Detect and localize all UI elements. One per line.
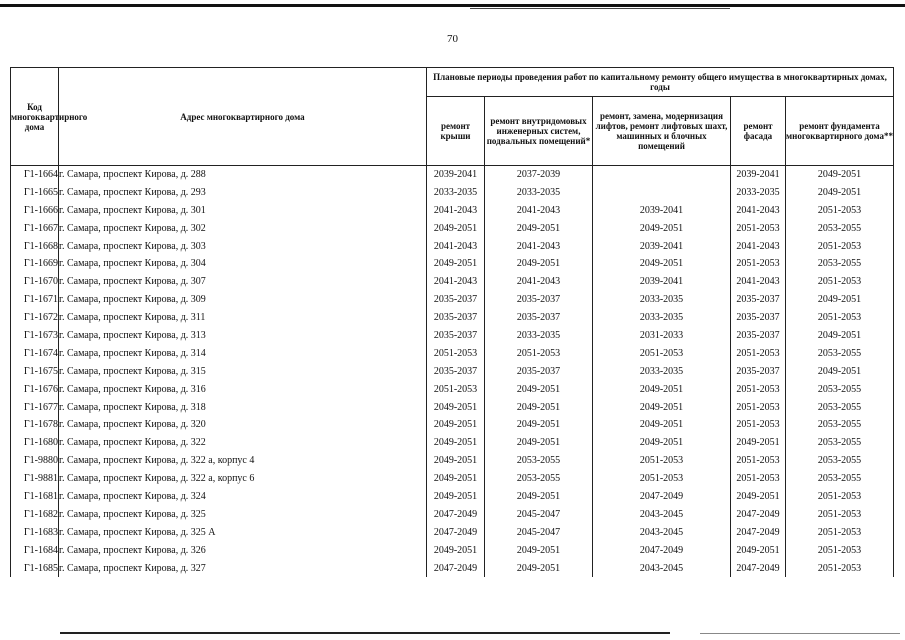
cell-facade: 2035-2037 — [731, 362, 786, 380]
cell-elevators: 2047-2049 — [593, 488, 731, 506]
cell-engineering: 2049-2051 — [485, 380, 593, 398]
cell-code: Г1-1682 — [11, 505, 59, 523]
cell-elevators: 2051-2053 — [593, 470, 731, 488]
cell-foundation: 2053-2055 — [786, 416, 894, 434]
cell-address: г. Самара, проспект Кирова, д. 314 — [59, 344, 427, 362]
cell-foundation: 2053-2055 — [786, 452, 894, 470]
cell-engineering: 2041-2043 — [485, 201, 593, 219]
cell-code: Г1-1678 — [11, 416, 59, 434]
table-row — [11, 183, 894, 201]
cell-foundation: 2051-2053 — [786, 237, 894, 255]
cell-code: Г1-1677 — [11, 398, 59, 416]
cell-roof: 2041-2043 — [427, 237, 485, 255]
cell-code: Г1-9880 — [11, 452, 59, 470]
cell-roof: 2049-2051 — [427, 488, 485, 506]
table-row — [11, 166, 894, 184]
cell-facade: 2041-2043 — [731, 201, 786, 219]
cell-foundation: 2051-2053 — [786, 559, 894, 577]
cell-foundation: 2053-2055 — [786, 434, 894, 452]
table-body — [11, 166, 894, 577]
cell-engineering: 2053-2055 — [485, 470, 593, 488]
cell-engineering: 2049-2051 — [485, 434, 593, 452]
cell-elevators: 2039-2041 — [593, 201, 731, 219]
cell-foundation: 2053-2055 — [786, 470, 894, 488]
table-row — [11, 398, 894, 416]
table-row — [11, 452, 894, 470]
cell-roof: 2049-2051 — [427, 416, 485, 434]
cell-foundation: 2051-2053 — [786, 523, 894, 541]
table-row — [11, 237, 894, 255]
cell-engineering: 2033-2035 — [485, 183, 593, 201]
cell-code: Г1-1670 — [11, 273, 59, 291]
cell-code: Г1-1665 — [11, 183, 59, 201]
cell-foundation: 2053-2055 — [786, 398, 894, 416]
cell-address: г. Самара, проспект Кирова, д. 318 — [59, 398, 427, 416]
cell-roof: 2041-2043 — [427, 201, 485, 219]
cell-facade: 2049-2051 — [731, 434, 786, 452]
cell-facade: 2035-2037 — [731, 309, 786, 327]
cell-address: г. Самара, проспект Кирова, д. 322 а, корпус 6 — [59, 470, 427, 488]
cell-facade: 2039-2041 — [731, 166, 786, 184]
table-row — [11, 201, 894, 219]
cell-engineering: 2035-2037 — [485, 291, 593, 309]
cell-foundation: 2053-2055 — [786, 255, 894, 273]
cell-facade: 2041-2043 — [731, 237, 786, 255]
cell-elevators: 2043-2045 — [593, 505, 731, 523]
table-row — [11, 434, 894, 452]
cell-roof: 2035-2037 — [427, 291, 485, 309]
cell-foundation: 2051-2053 — [786, 505, 894, 523]
cell-elevators: 2043-2045 — [593, 523, 731, 541]
cell-code: Г1-1664 — [11, 166, 59, 184]
cell-address: г. Самара, проспект Кирова, д. 313 — [59, 327, 427, 345]
cell-code: Г1-9881 — [11, 470, 59, 488]
cell-elevators: 2031-2033 — [593, 327, 731, 345]
cell-elevators: 2049-2051 — [593, 398, 731, 416]
table-row — [11, 523, 894, 541]
table-row — [11, 559, 894, 577]
repair-schedule-table — [10, 67, 894, 577]
cell-roof: 2047-2049 — [427, 523, 485, 541]
cell-roof: 2049-2051 — [427, 398, 485, 416]
cell-elevators: 2039-2041 — [593, 237, 731, 255]
cell-address: г. Самара, проспект Кирова, д. 322 а, корпус 4 — [59, 452, 427, 470]
cell-elevators: 2033-2035 — [593, 309, 731, 327]
cell-code: Г1-1676 — [11, 380, 59, 398]
cell-foundation: 2049-2051 — [786, 166, 894, 184]
cell-facade: 2049-2051 — [731, 488, 786, 506]
cell-code: Г1-1668 — [11, 237, 59, 255]
cell-foundation: 2053-2055 — [786, 344, 894, 362]
cell-address: г. Самара, проспект Кирова, д. 324 — [59, 488, 427, 506]
cell-engineering: 2049-2051 — [485, 416, 593, 434]
cell-address: г. Самара, проспект Кирова, д. 327 — [59, 559, 427, 577]
page-number: 70 — [447, 33, 458, 45]
table-row — [11, 362, 894, 380]
cell-elevators — [593, 183, 731, 201]
cell-facade: 2041-2043 — [731, 273, 786, 291]
cell-facade: 2047-2049 — [731, 559, 786, 577]
cell-roof: 2035-2037 — [427, 327, 485, 345]
cell-elevators: 2047-2049 — [593, 541, 731, 559]
table-row — [11, 327, 894, 345]
cell-roof: 2039-2041 — [427, 166, 485, 184]
cell-facade: 2051-2053 — [731, 380, 786, 398]
cell-foundation: 2051-2053 — [786, 201, 894, 219]
header-address: Адрес многоквартирного дома — [59, 68, 427, 166]
cell-address: г. Самара, проспект Кирова, д. 304 — [59, 255, 427, 273]
cell-engineering: 2035-2037 — [485, 309, 593, 327]
cell-address: г. Самара, проспект Кирова, д. 316 — [59, 380, 427, 398]
cell-roof: 2041-2043 — [427, 273, 485, 291]
cell-roof: 2051-2053 — [427, 380, 485, 398]
cell-engineering: 2041-2043 — [485, 273, 593, 291]
table-row — [11, 344, 894, 362]
cell-engineering: 2049-2051 — [485, 488, 593, 506]
cell-engineering: 2049-2051 — [485, 541, 593, 559]
cell-address: г. Самара, проспект Кирова, д. 320 — [59, 416, 427, 434]
cell-code: Г1-1675 — [11, 362, 59, 380]
cell-elevators — [593, 166, 731, 184]
cell-address: г. Самара, проспект Кирова, д. 303 — [59, 237, 427, 255]
cell-engineering: 2041-2043 — [485, 237, 593, 255]
cell-foundation: 2049-2051 — [786, 362, 894, 380]
bottom-rule-secondary — [700, 633, 900, 634]
cell-elevators: 2049-2051 — [593, 380, 731, 398]
cell-facade: 2033-2035 — [731, 183, 786, 201]
cell-facade: 2051-2053 — [731, 452, 786, 470]
header-foundation: ремонт фундамента многоквартирного дома** — [786, 97, 894, 166]
cell-facade: 2051-2053 — [731, 255, 786, 273]
cell-facade: 2051-2053 — [731, 416, 786, 434]
cell-facade: 2047-2049 — [731, 523, 786, 541]
cell-engineering: 2049-2051 — [485, 219, 593, 237]
cell-facade: 2049-2051 — [731, 541, 786, 559]
table-row — [11, 488, 894, 506]
top-rule-secondary — [470, 8, 730, 9]
header-roof: ремонт крыши — [427, 97, 485, 166]
cell-code: Г1-1684 — [11, 541, 59, 559]
cell-foundation: 2049-2051 — [786, 291, 894, 309]
cell-engineering: 2053-2055 — [485, 452, 593, 470]
cell-roof: 2049-2051 — [427, 219, 485, 237]
cell-code: Г1-1685 — [11, 559, 59, 577]
cell-address: г. Самара, проспект Кирова, д. 322 — [59, 434, 427, 452]
cell-code: Г1-1672 — [11, 309, 59, 327]
table-row — [11, 541, 894, 559]
cell-foundation: 2049-2051 — [786, 327, 894, 345]
cell-elevators: 2043-2045 — [593, 559, 731, 577]
cell-roof: 2035-2037 — [427, 309, 485, 327]
header-facade: ремонт фасада — [731, 97, 786, 166]
cell-address: г. Самара, проспект Кирова, д. 325 — [59, 505, 427, 523]
cell-elevators: 2033-2035 — [593, 362, 731, 380]
cell-roof: 2049-2051 — [427, 470, 485, 488]
cell-engineering: 2033-2035 — [485, 327, 593, 345]
cell-address: г. Самара, проспект Кирова, д. 302 — [59, 219, 427, 237]
cell-foundation: 2053-2055 — [786, 219, 894, 237]
table-row — [11, 505, 894, 523]
cell-facade: 2051-2053 — [731, 470, 786, 488]
cell-roof: 2051-2053 — [427, 344, 485, 362]
table-row — [11, 416, 894, 434]
cell-facade: 2051-2053 — [731, 344, 786, 362]
cell-foundation: 2051-2053 — [786, 488, 894, 506]
cell-foundation: 2051-2053 — [786, 273, 894, 291]
cell-address: г. Самара, проспект Кирова, д. 309 — [59, 291, 427, 309]
bottom-rule — [60, 632, 670, 634]
table-row — [11, 273, 894, 291]
cell-engineering: 2045-2047 — [485, 523, 593, 541]
cell-address: г. Самара, проспект Кирова, д. 315 — [59, 362, 427, 380]
table-row — [11, 291, 894, 309]
cell-roof: 2049-2051 — [427, 434, 485, 452]
cell-foundation: 2053-2055 — [786, 380, 894, 398]
table-row — [11, 219, 894, 237]
cell-engineering: 2051-2053 — [485, 344, 593, 362]
cell-code: Г1-1671 — [11, 291, 59, 309]
cell-roof: 2033-2035 — [427, 183, 485, 201]
cell-facade: 2051-2053 — [731, 219, 786, 237]
table-row — [11, 255, 894, 273]
cell-elevators: 2039-2041 — [593, 273, 731, 291]
cell-elevators: 2051-2053 — [593, 452, 731, 470]
cell-engineering: 2049-2051 — [485, 398, 593, 416]
cell-engineering: 2037-2039 — [485, 166, 593, 184]
cell-elevators: 2051-2053 — [593, 344, 731, 362]
cell-roof: 2047-2049 — [427, 559, 485, 577]
cell-facade: 2035-2037 — [731, 291, 786, 309]
cell-roof: 2035-2037 — [427, 362, 485, 380]
cell-engineering: 2049-2051 — [485, 255, 593, 273]
cell-code: Г1-1683 — [11, 523, 59, 541]
cell-engineering: 2049-2051 — [485, 559, 593, 577]
cell-roof: 2049-2051 — [427, 452, 485, 470]
header-code: Код многоквартирного дома — [11, 68, 59, 166]
cell-address: г. Самара, проспект Кирова, д. 325 А — [59, 523, 427, 541]
header-periods-group: Плановые периоды проведения работ по капитальному ремонту общего имущества в многоквартирных домах, годы — [427, 68, 894, 97]
cell-engineering: 2045-2047 — [485, 505, 593, 523]
cell-address: г. Самара, проспект Кирова, д. 311 — [59, 309, 427, 327]
table-row — [11, 309, 894, 327]
cell-foundation: 2051-2053 — [786, 309, 894, 327]
cell-foundation: 2049-2051 — [786, 183, 894, 201]
cell-code: Г1-1673 — [11, 327, 59, 345]
table-row — [11, 380, 894, 398]
cell-code: Г1-1681 — [11, 488, 59, 506]
cell-address: г. Самара, проспект Кирова, д. 326 — [59, 541, 427, 559]
cell-facade: 2035-2037 — [731, 327, 786, 345]
table-row — [11, 470, 894, 488]
cell-elevators: 2033-2035 — [593, 291, 731, 309]
top-rule — [0, 4, 905, 7]
cell-address: г. Самара, проспект Кирова, д. 288 — [59, 166, 427, 184]
cell-facade: 2051-2053 — [731, 398, 786, 416]
header-engineering: ремонт внутридомовых инженерных систем, подвальных помещений* — [485, 97, 593, 166]
cell-elevators: 2049-2051 — [593, 416, 731, 434]
cell-roof: 2047-2049 — [427, 505, 485, 523]
cell-roof: 2049-2051 — [427, 541, 485, 559]
cell-elevators: 2049-2051 — [593, 255, 731, 273]
cell-address: г. Самара, проспект Кирова, д. 307 — [59, 273, 427, 291]
cell-code: Г1-1667 — [11, 219, 59, 237]
cell-engineering: 2035-2037 — [485, 362, 593, 380]
cell-code: Г1-1680 — [11, 434, 59, 452]
header-elevators: ремонт, замена, модернизация лифтов, ремонт лифтовых шахт, машинных и блочных помещений — [593, 97, 731, 166]
cell-elevators: 2049-2051 — [593, 219, 731, 237]
cell-address: г. Самара, проспект Кирова, д. 301 — [59, 201, 427, 219]
cell-roof: 2049-2051 — [427, 255, 485, 273]
cell-address: г. Самара, проспект Кирова, д. 293 — [59, 183, 427, 201]
cell-code: Г1-1674 — [11, 344, 59, 362]
cell-code: Г1-1666 — [11, 201, 59, 219]
cell-foundation: 2051-2053 — [786, 541, 894, 559]
cell-code: Г1-1669 — [11, 255, 59, 273]
cell-elevators: 2049-2051 — [593, 434, 731, 452]
cell-facade: 2047-2049 — [731, 505, 786, 523]
